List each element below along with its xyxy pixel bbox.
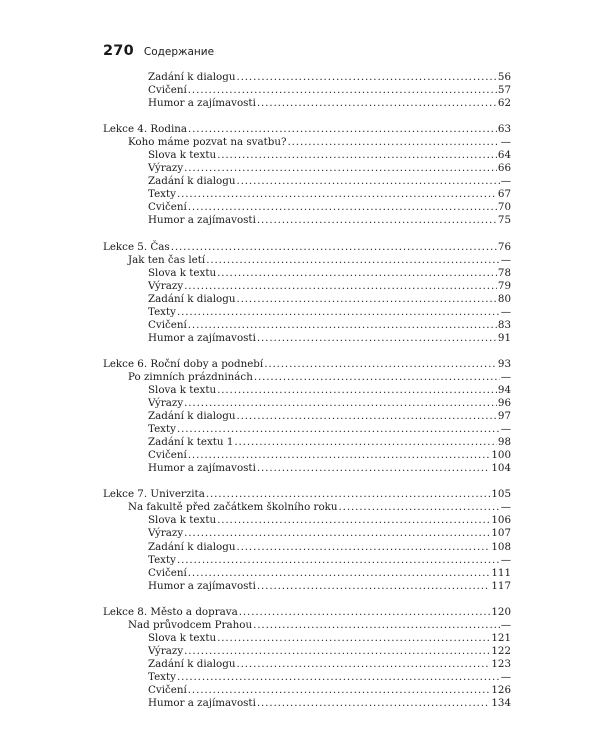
toc-dot-leader	[236, 541, 490, 554]
toc-entry-label: Výrazy	[148, 162, 184, 175]
toc-subsection-entry	[103, 162, 511, 175]
toc-dot-leader	[184, 280, 497, 293]
toc-entry-page: 117	[491, 579, 511, 592]
toc-entry-label: Texty	[148, 188, 176, 201]
toc-dot-leader	[257, 97, 497, 110]
toc-entry-label: Cvičení	[148, 318, 187, 331]
toc-subsection-entry	[103, 632, 511, 645]
toc-entry-page: 122	[491, 644, 511, 657]
toc-entry-label: Zadání k dialogu	[148, 540, 236, 553]
toc-entry-page: 56	[497, 71, 511, 83]
toc-dot-leader	[217, 149, 497, 162]
toc-dot-leader	[177, 554, 500, 567]
toc-subsection-entry	[103, 267, 511, 280]
toc-subsection-entry	[103, 214, 511, 227]
toc-dot-leader	[239, 606, 491, 619]
toc-entry-page: 121	[491, 631, 511, 644]
toc-dot-leader	[253, 619, 500, 632]
toc-entry-page: 100	[491, 449, 511, 462]
toc-subsection-entry	[103, 527, 511, 540]
toc-dot-leader	[339, 501, 500, 514]
toc-entry-page: 93	[497, 357, 511, 370]
toc-section-entry	[103, 619, 511, 632]
toc-dot-leader	[184, 162, 497, 175]
toc-entry-page: 78	[497, 266, 511, 279]
toc-subsection-entry	[103, 671, 511, 684]
toc-entry-page: 108	[491, 540, 511, 553]
toc-entry-page: —	[500, 305, 511, 318]
toc-entry-page: 70	[497, 201, 511, 214]
toc-subsection-entry	[103, 71, 511, 84]
toc-entry-page: 126	[491, 683, 511, 696]
toc-entry-page: 91	[497, 331, 511, 344]
toc-dot-leader	[236, 175, 499, 188]
toc-dot-leader	[184, 527, 490, 540]
toc-dot-leader	[188, 567, 491, 580]
toc-dot-leader	[236, 658, 490, 671]
toc-entry-page: 96	[497, 397, 511, 410]
toc-entry-page: 62	[497, 97, 511, 110]
toc-entry-label: Nad průvodcem Prahou	[128, 618, 253, 631]
toc-lesson-entry	[103, 358, 511, 371]
toc-subsection-entry	[103, 97, 511, 110]
toc-dot-leader	[184, 645, 490, 658]
running-title: Содержание	[143, 46, 215, 58]
toc-entry-page: 80	[497, 292, 511, 305]
toc-entry-label: Zadání k dialogu	[148, 175, 236, 188]
toc-dot-leader	[257, 580, 490, 593]
toc-entry-page: 107	[491, 527, 511, 540]
toc-entry-label: Na fakultě před začátkem školního roku	[128, 501, 338, 514]
toc-section-entry	[103, 254, 511, 267]
toc-dot-leader	[177, 188, 497, 201]
table-of-contents	[103, 71, 511, 710]
toc-entry-page: 98	[497, 436, 511, 449]
toc-entry-label: Lekce 5. Čas	[103, 240, 170, 253]
toc-subsection-entry	[103, 436, 511, 449]
toc-entry-page: 104	[491, 462, 511, 475]
toc-subsection-entry	[103, 423, 511, 436]
toc-subsection-entry	[103, 410, 511, 423]
toc-entry-label: Zadání k dialogu	[148, 71, 236, 83]
toc-entry-label: Slova k textu	[148, 631, 217, 644]
toc-entry-label: Humor a zajímavosti	[148, 697, 256, 710]
toc-entry-page: 75	[497, 214, 511, 227]
toc-subsection-entry	[103, 293, 511, 306]
toc-subsection-entry	[103, 149, 511, 162]
toc-entry-page: 79	[497, 279, 511, 292]
toc-entry-label: Humor a zajímavosti	[148, 214, 256, 227]
toc-dot-leader	[184, 397, 497, 410]
toc-entry-page: 63	[497, 123, 511, 136]
page-number: 270	[103, 43, 134, 59]
toc-entry-label: Zadání k dialogu	[148, 657, 236, 670]
toc-dot-leader	[217, 267, 497, 280]
toc-subsection-entry	[103, 580, 511, 593]
toc-entry-label: Slova k textu	[148, 383, 217, 396]
toc-entry-label: Lekce 8. Město a doprava	[103, 605, 238, 618]
toc-subsection-entry	[103, 462, 511, 475]
toc-entry-label: Výrazy	[148, 527, 184, 540]
toc-subsection-entry	[103, 397, 511, 410]
toc-entry-page: 105	[491, 488, 511, 501]
toc-dot-leader	[234, 436, 497, 449]
toc-entry-label: Zadání k dialogu	[148, 292, 236, 305]
toc-subsection-entry	[103, 514, 511, 527]
toc-dot-leader	[254, 371, 500, 384]
toc-subsection-entry	[103, 201, 511, 214]
toc-section-entry	[103, 136, 511, 149]
toc-dot-leader	[217, 384, 497, 397]
toc-entry-page: 123	[491, 657, 511, 670]
toc-entry-page: —	[500, 670, 511, 683]
toc-entry-page: 97	[497, 410, 511, 423]
toc-entry-page: 76	[497, 240, 511, 253]
toc-subsection-entry	[103, 645, 511, 658]
toc-entry-label: Lekce 4. Rodina	[103, 123, 188, 136]
toc-subsection-entry	[103, 684, 511, 697]
toc-subsection-entry	[103, 332, 511, 345]
toc-entry-page: 120	[491, 605, 511, 618]
toc-entry-label: Humor a zajímavosti	[148, 462, 256, 475]
toc-lesson-entry	[103, 123, 511, 136]
toc-entry-page: 64	[497, 149, 511, 162]
toc-dot-leader	[188, 449, 491, 462]
toc-dot-leader	[257, 462, 490, 475]
toc-dot-leader	[171, 241, 497, 254]
toc-subsection-entry	[103, 541, 511, 554]
toc-entry-label: Cvičení	[148, 449, 187, 462]
toc-entry-page: 134	[491, 697, 511, 710]
toc-entry-page: —	[500, 501, 511, 514]
toc-entry-label: Lekce 7. Univerzita	[103, 488, 205, 501]
toc-entry-label: Humor a zajímavosti	[148, 97, 256, 110]
toc-entry-label: Jak ten čas letí	[128, 253, 206, 266]
toc-subsection-entry	[103, 658, 511, 671]
toc-dot-leader	[217, 514, 490, 527]
toc-entry-page: 83	[497, 318, 511, 331]
toc-subsection-entry	[103, 554, 511, 567]
toc-entry-page: 94	[497, 383, 511, 396]
toc-entry-label: Humor a zajímavosti	[148, 331, 256, 344]
toc-entry-page: 57	[497, 84, 511, 97]
toc-entry-label: Cvičení	[148, 683, 187, 696]
toc-lesson-entry	[103, 606, 511, 619]
toc-entry-label: Zadání k dialogu	[148, 410, 236, 423]
toc-dot-leader	[188, 319, 497, 332]
toc-entry-label: Slova k textu	[148, 149, 217, 162]
toc-dot-leader	[188, 123, 497, 136]
toc-entry-label: Zadání k textu 1	[148, 436, 234, 449]
toc-entry-label: Texty	[148, 423, 176, 436]
toc-entry-page: —	[500, 553, 511, 566]
toc-entry-label: Po zimních prázdninách	[128, 370, 253, 383]
toc-dot-leader	[206, 488, 491, 501]
page-header	[103, 43, 214, 59]
toc-entry-page: —	[500, 618, 511, 631]
toc-subsection-entry	[103, 84, 511, 97]
toc-subsection-entry	[103, 449, 511, 462]
toc-entry-page: 106	[491, 514, 511, 527]
toc-dot-leader	[288, 136, 500, 149]
toc-dot-leader	[177, 423, 500, 436]
toc-dot-leader	[217, 632, 490, 645]
toc-subsection-entry	[103, 384, 511, 397]
toc-lesson-entry	[103, 488, 511, 501]
toc-subsection-entry	[103, 567, 511, 580]
toc-entry-page: —	[500, 253, 511, 266]
toc-entry-label: Slova k textu	[148, 514, 217, 527]
toc-entry-page: —	[500, 175, 511, 188]
toc-dot-leader	[177, 671, 500, 684]
toc-entry-label: Texty	[148, 305, 176, 318]
toc-entry-label: Cvičení	[148, 566, 187, 579]
toc-entry-label: Lekce 6. Roční doby a podnebí	[103, 357, 264, 370]
toc-entry-label: Výrazy	[148, 279, 184, 292]
toc-entry-label: Cvičení	[148, 201, 187, 214]
toc-entry-page: —	[500, 136, 511, 149]
toc-entry-label: Texty	[148, 553, 176, 566]
toc-entry-page: 66	[497, 162, 511, 175]
toc-section-entry	[103, 501, 511, 514]
toc-subsection-entry	[103, 306, 511, 319]
toc-entry-page: —	[500, 370, 511, 383]
toc-entry-page: 67	[497, 188, 511, 201]
toc-dot-leader	[257, 697, 490, 710]
toc-entry-page: —	[500, 423, 511, 436]
toc-dot-leader	[188, 684, 491, 697]
toc-dot-leader	[177, 306, 500, 319]
toc-entry-label: Slova k textu	[148, 266, 217, 279]
toc-subsection-entry	[103, 319, 511, 332]
toc-entry-label: Humor a zajímavosti	[148, 579, 256, 592]
toc-subsection-entry	[103, 280, 511, 293]
toc-dot-leader	[236, 293, 496, 306]
toc-dot-leader	[257, 332, 497, 345]
toc-dot-leader	[188, 201, 497, 214]
toc-dot-leader	[206, 254, 500, 267]
toc-dot-leader	[264, 358, 497, 371]
toc-entry-label: Výrazy	[148, 397, 184, 410]
toc-dot-leader	[257, 214, 497, 227]
toc-lesson-entry	[103, 241, 511, 254]
toc-subsection-entry	[103, 697, 511, 710]
toc-dot-leader	[236, 410, 496, 423]
toc-subsection-entry	[103, 175, 511, 188]
toc-entry-label: Koho máme pozvat na svatbu?	[128, 136, 287, 149]
toc-entry-label: Výrazy	[148, 644, 184, 657]
toc-dot-leader	[188, 84, 497, 97]
toc-subsection-entry	[103, 188, 511, 201]
toc-entry-page: 111	[491, 566, 511, 579]
toc-section-entry	[103, 371, 511, 384]
toc-entry-label: Cvičení	[148, 84, 187, 97]
toc-dot-leader	[236, 71, 496, 84]
toc-entry-label: Texty	[148, 670, 176, 683]
